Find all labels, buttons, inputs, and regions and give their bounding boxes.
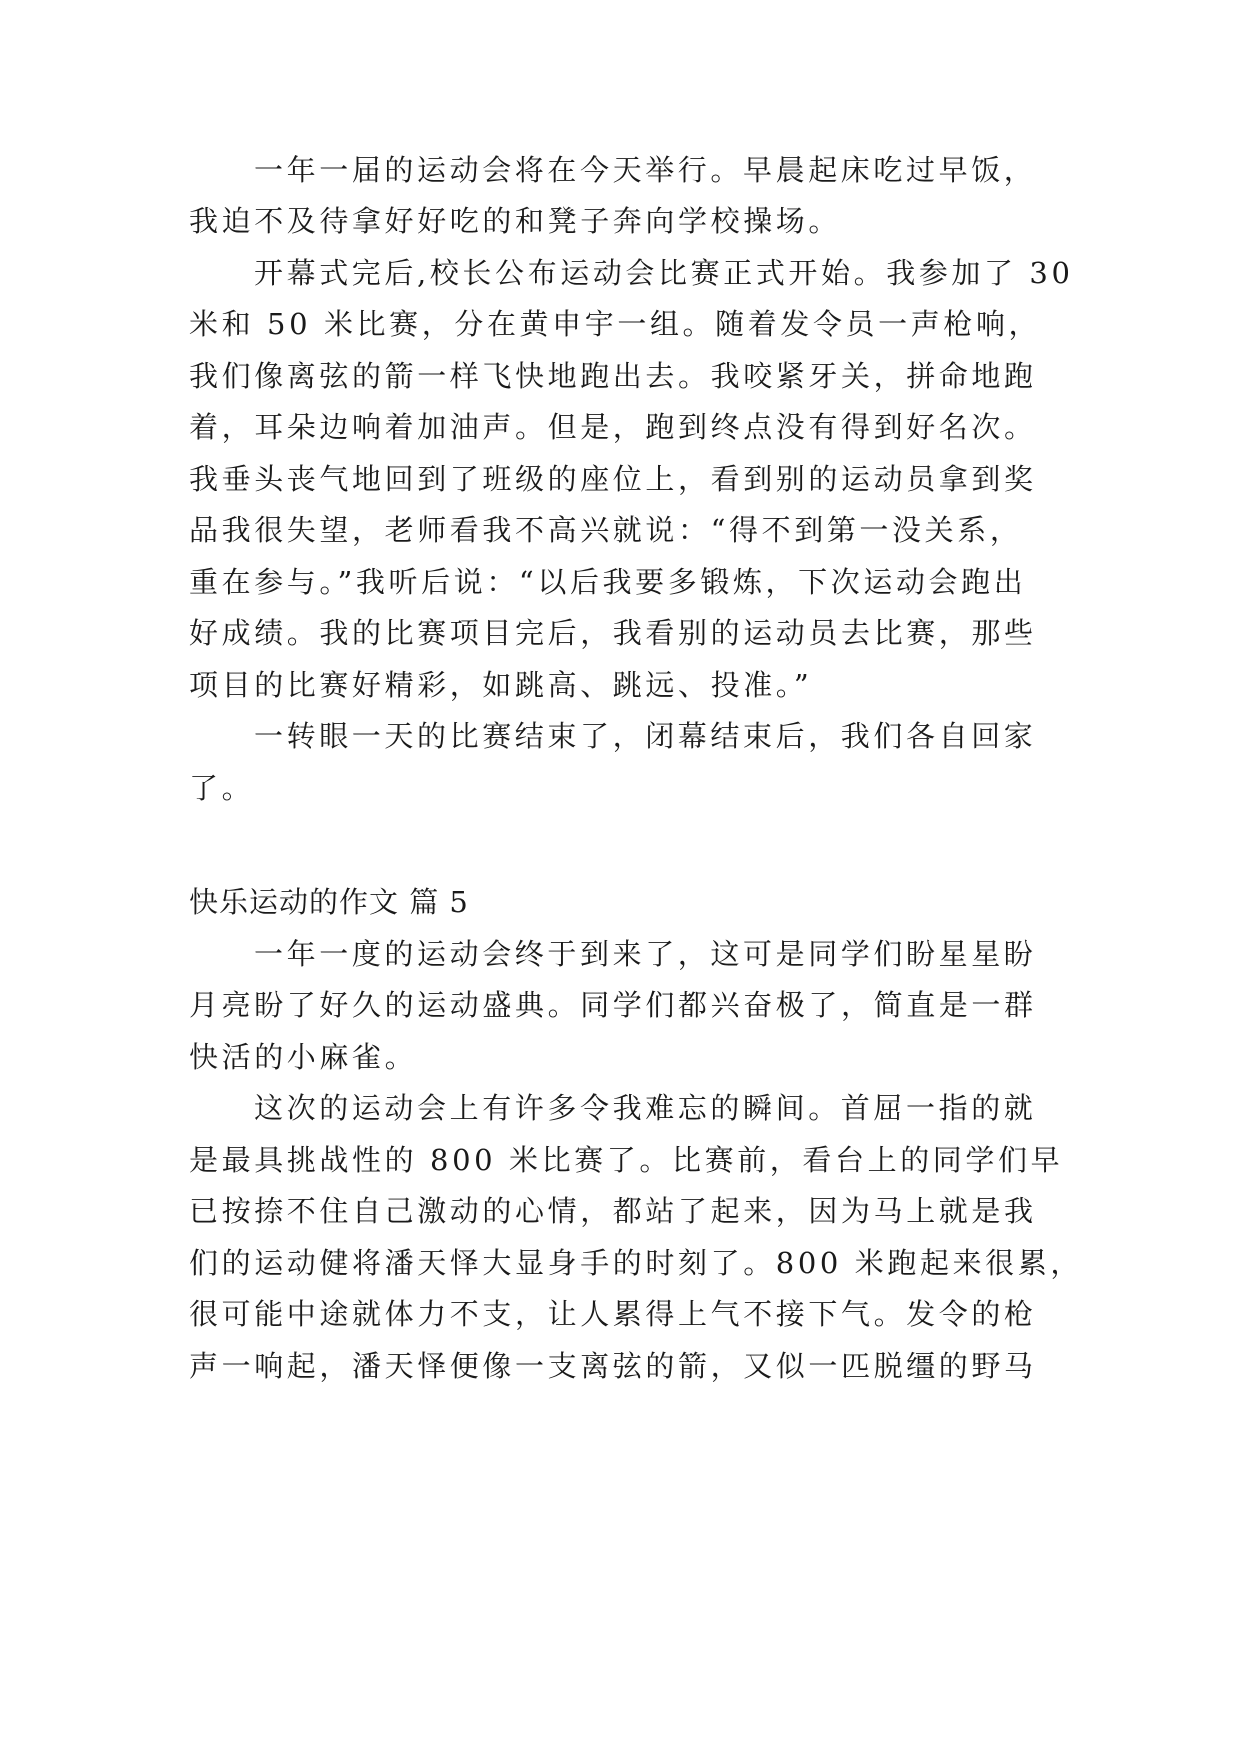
paragraph-line: 米和 50 米比赛，分在黄申宇一组。随着发令员一声枪响， bbox=[189, 307, 1042, 341]
paragraph-line: 开幕式完后,校长公布运动会比赛正式开始。我参加了 30 bbox=[254, 256, 1074, 290]
paragraph-line: 这次的运动会上有许多令我难忘的瞬间。首屈一指的就 bbox=[254, 1091, 1037, 1125]
paragraph-line: 声一响起，潘天怿便像一支离弦的箭，又似一匹脱缰的野马 bbox=[189, 1349, 1037, 1383]
paragraph-line: 我垂头丧气地回到了班级的座位上，看到别的运动员拿到奖 bbox=[189, 462, 1037, 496]
paragraph-line: 我迫不及待拿好好吃的和凳子奔向学校操场。 bbox=[189, 204, 842, 238]
paragraph-line: 项目的比赛好精彩，如跳高、跳远、投准。” bbox=[189, 668, 813, 702]
paragraph-line: 一年一度的运动会终于到来了，这可是同学们盼星星盼 bbox=[254, 937, 1037, 971]
paragraph-line: 了。 bbox=[189, 771, 255, 805]
paragraph-line: 一转眼一天的比赛结束了，闭幕结束后，我们各自回家 bbox=[254, 719, 1037, 753]
paragraph-line: 很可能中途就体力不支，让人累得上气不接下气。发令的枪 bbox=[189, 1297, 1037, 1331]
paragraph-line: 快活的小麻雀。 bbox=[189, 1040, 418, 1074]
paragraph-line: 着，耳朵边响着加油声。但是，跑到终点没有得到好名次。 bbox=[189, 410, 1037, 444]
paragraph-line: 我们像离弦的箭一样飞快地跑出去。我咬紧牙关，拼命地跑 bbox=[189, 359, 1037, 393]
paragraph-line: 们的运动健将潘天怿大显身手的时刻了。800 米跑起来很累， bbox=[189, 1246, 1083, 1280]
paragraph-line: 重在参与。”我听后说：“以后我要多锻炼，下次运动会跑出 bbox=[189, 565, 1027, 599]
paragraph-line: 月亮盼了好久的运动盛典。同学们都兴奋极了，简直是一群 bbox=[189, 988, 1037, 1022]
paragraph-line: 是最具挑战性的 800 米比赛了。比赛前，看台上的同学们早 bbox=[189, 1143, 1064, 1177]
paragraph-line: 一年一届的运动会将在今天举行。早晨起床吃过早饭， bbox=[254, 153, 1037, 187]
paragraph-line: 已按捺不住自己激动的心情，都站了起来，因为马上就是我 bbox=[189, 1194, 1037, 1228]
section-heading: 快乐运动的作文 篇 5 bbox=[189, 885, 469, 919]
paragraph-line: 好成绩。我的比赛项目完后，我看别的运动员去比赛，那些 bbox=[189, 616, 1037, 650]
paragraph-line: 品我很失望，老师看我不高兴就说：“得不到第一没关系， bbox=[189, 513, 1023, 547]
